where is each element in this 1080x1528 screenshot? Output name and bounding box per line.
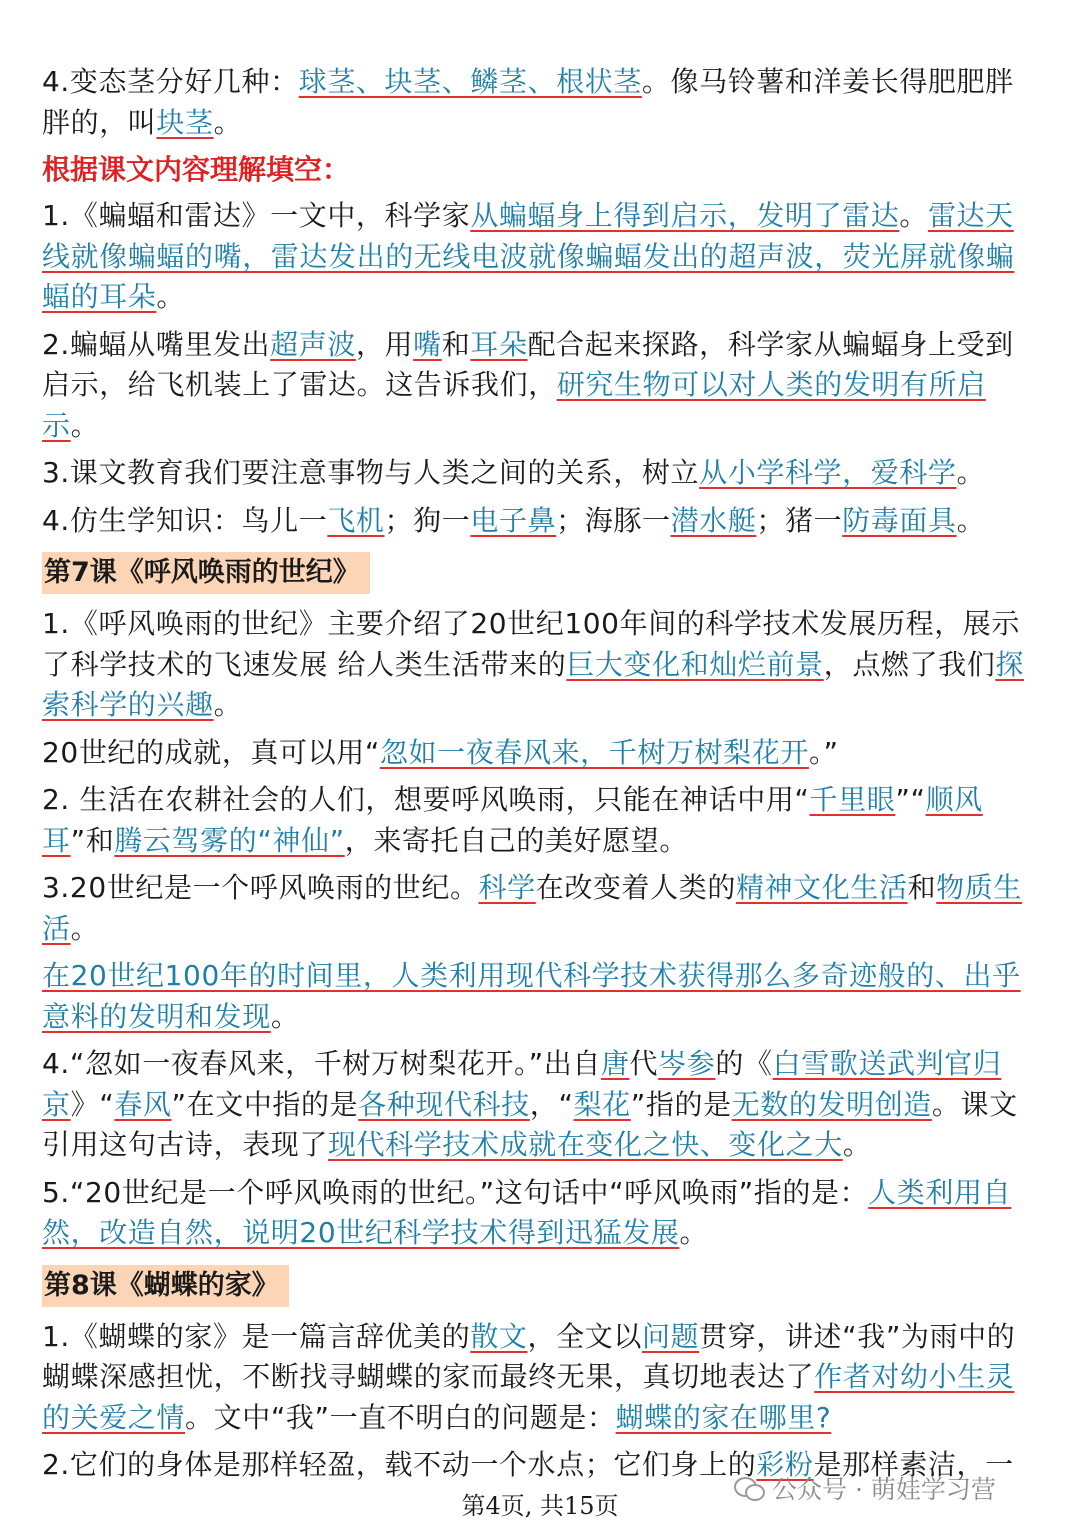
body-text: 。 xyxy=(270,999,300,1033)
body-text: 。 xyxy=(956,456,986,489)
answer-text: 问题 xyxy=(641,1319,700,1353)
paragraph xyxy=(42,1044,1042,1166)
body-text: 1.《蝴蝶的家》是一篇言辞优美的 xyxy=(42,1319,471,1353)
body-text: ”和 xyxy=(70,823,115,857)
answer-text: 顺风耳 xyxy=(42,783,983,857)
paragraph xyxy=(42,1173,1042,1254)
answer-text: 梨花 xyxy=(573,1087,631,1121)
body-text: 。 xyxy=(842,1128,872,1161)
body-text: 3.20世纪是一个呼风唤雨的世纪。 xyxy=(42,871,479,904)
body-text: 和 xyxy=(907,871,937,904)
answer-text: 探索科学的兴趣 xyxy=(42,647,1024,721)
body-text: 。 xyxy=(213,105,243,139)
answer-text: 在20世纪100年的时间里，人类利用现代科学技术获得那么多奇迹般的、出乎意料的发明和发现 xyxy=(42,959,1021,1033)
page-footer: 第4页, 共15页 xyxy=(461,1492,619,1520)
answer-text: 飞机 xyxy=(327,503,385,537)
body-text: 配合起来探路，科学家从蝙蝠身上受到启示，给飞机装上了雷达。这告诉我们， xyxy=(42,327,1014,401)
body-text: 20世纪的成就，真可以用“ xyxy=(42,735,380,769)
body-text: ”“ xyxy=(895,783,926,816)
answer-text: 电子鼻 xyxy=(470,503,557,537)
answer-text: 蝴蝶的家在哪里? xyxy=(615,1400,832,1434)
answer-text: 雷达天线就像蝙蝠的嘴，雷达发出的无线电波就像蝙蝠发出的超声波，荧光屏就像蝙蝠的耳朵 xyxy=(42,199,1015,313)
body-text: 贯穿，讲述“我”为雨中的蝴蝶深感担忧，不断找寻蝴蝶的家而最终无果，真切地表达了 xyxy=(42,1319,1016,1393)
answer-text: 作者对幼小生灵的关爱之情 xyxy=(42,1360,1015,1434)
lesson-title xyxy=(42,552,370,594)
body-text: 1.《呼风唤雨的世纪》主要介绍了20世纪100年间的科学技术发展历程，展示了科学技术的飞速发展 给人类生活带来的 xyxy=(42,607,1020,681)
body-text: ，用 xyxy=(355,327,414,361)
answer-text: 巨大变化和灿烂前景 xyxy=(566,647,824,681)
body-text: ”在文中指的是 xyxy=(171,1087,359,1121)
answer-text: 块茎 xyxy=(156,105,214,139)
body-text: 2.蝙蝠从嘴里发出 xyxy=(42,327,271,361)
body-text: ；猪一 xyxy=(756,503,843,537)
answer-text: 物质生活 xyxy=(42,871,1022,945)
answer-text: 彩粉 xyxy=(756,1448,814,1481)
answer-text: 科学 xyxy=(478,871,536,904)
paragraph xyxy=(42,62,1042,143)
answer-text: 嘴 xyxy=(413,327,442,361)
body-text: ；海豚一 xyxy=(556,503,671,537)
answer-text: 散文 xyxy=(470,1319,528,1353)
body-text: 和 xyxy=(441,327,471,361)
body-text: 。 xyxy=(213,688,243,721)
paragraph xyxy=(42,501,1042,542)
body-text: 。文中“我”一直不明白的问题是： xyxy=(185,1400,616,1434)
body-text: 2. 生活在农耕社会的人们，想要呼风唤雨，只能在神话中用“ xyxy=(42,783,810,816)
body-text: 。 xyxy=(156,280,186,313)
answer-text: 从蝙蝠身上得到启示，发明了雷达 xyxy=(470,199,900,232)
body-text: 4.变态茎分好几种： xyxy=(42,65,299,98)
paragraph xyxy=(42,780,1042,861)
paragraph xyxy=(42,453,1042,494)
section-heading xyxy=(42,150,1042,190)
answer-text: 精神文化生活 xyxy=(735,871,908,904)
answer-text: 研究生物可以对人类的发明有所启示 xyxy=(42,368,986,442)
body-text: 代 xyxy=(629,1047,659,1080)
body-text: 。 xyxy=(956,503,986,537)
body-text: 。” xyxy=(808,735,839,769)
watermark-text: 公众号 · 萌娃学习营 xyxy=(772,1475,996,1504)
paragraph xyxy=(42,325,1042,447)
answer-text: 人类利用自然，改造自然，说明20世纪科学技术得到迅猛发展 xyxy=(42,1175,1012,1249)
body-text: 第7课《呼风唤雨的世纪》 xyxy=(44,557,360,588)
answer-text: 各种现代科技 xyxy=(358,1087,530,1121)
body-text: ”指的是 xyxy=(630,1087,732,1121)
body-text: 》“ xyxy=(70,1087,115,1121)
body-text: 第8课《蝴蝶的家》 xyxy=(44,1269,279,1301)
paragraph xyxy=(42,604,1042,726)
body-text: 。课文引用这句古诗，表现了 xyxy=(42,1087,1018,1161)
paragraph xyxy=(42,1317,1042,1439)
answer-text: 唐 xyxy=(600,1047,630,1080)
body-text: ，全文以 xyxy=(527,1319,642,1353)
answer-text: 春风 xyxy=(114,1087,172,1121)
body-text: ，“ xyxy=(529,1087,574,1121)
body-text: 3.课文教育我们要注意事物与人类之间的关系，树立 xyxy=(42,456,700,489)
body-text: 4.仿生学知识：鸟儿一 xyxy=(42,503,328,537)
answer-text: 忽如一夜春风来，千树万树梨花开 xyxy=(379,735,809,769)
answer-text: 球茎、块茎、鳞茎、根状茎 xyxy=(298,65,642,98)
body-text: 在改变着人类的 xyxy=(535,871,736,904)
body-text: 5.“20世纪是一个呼风唤雨的世纪。”这句话中“呼风唤雨”指的是： xyxy=(42,1175,869,1209)
body-text: 。 xyxy=(70,911,100,945)
answer-text: 从小学科学，爱科学 xyxy=(699,456,957,489)
body-text: 。 xyxy=(899,199,928,232)
body-text: 的《 xyxy=(715,1047,773,1080)
answer-text: 超声波 xyxy=(270,327,356,361)
body-text: 2.它们的身体是那样轻盈，载不动一个水点；它们身上的 xyxy=(42,1448,757,1481)
document-body xyxy=(42,62,1042,1493)
body-text: 。像马铃薯和洋姜长得肥肥胖胖的，叫 xyxy=(42,65,1014,139)
paragraph xyxy=(42,733,1042,774)
body-text: 1.《蝙蝠和雷达》一文中，科学家 xyxy=(42,199,471,232)
answer-text: 无数的发明创造 xyxy=(731,1087,932,1121)
paragraph xyxy=(42,196,1042,318)
answer-text: 白雪歌送武判官归京 xyxy=(42,1047,1002,1121)
answer-text: 耳朵 xyxy=(470,327,528,361)
paragraph xyxy=(42,956,1042,1037)
body-text: 。 xyxy=(70,408,100,442)
body-text: 。 xyxy=(679,1216,709,1249)
body-text: 是那样素洁，一 xyxy=(813,1448,1014,1481)
answer-text: 防毒面具 xyxy=(842,503,957,537)
answer-text: 岑参 xyxy=(658,1047,716,1080)
answer-text: 现代科学技术成就在变化之快、变化之大 xyxy=(328,1128,843,1161)
body-text: ；狗一 xyxy=(384,503,471,537)
body-text: ，来寄托自己的美好愿望。 xyxy=(344,823,688,857)
body-text: ，点燃了我们 xyxy=(823,647,996,681)
answer-text: 潜水艇 xyxy=(670,503,757,537)
answer-text: 千里眼 xyxy=(809,783,896,816)
answer-text: 腾云驾雾的“神仙” xyxy=(114,823,345,857)
lesson-title xyxy=(42,1265,289,1307)
paragraph xyxy=(42,868,1042,949)
body-text: 根据课文内容理解填空： xyxy=(42,153,351,186)
body-text: 4.“忽如一夜春风来，千树万树梨花开。”出自 xyxy=(42,1047,601,1080)
